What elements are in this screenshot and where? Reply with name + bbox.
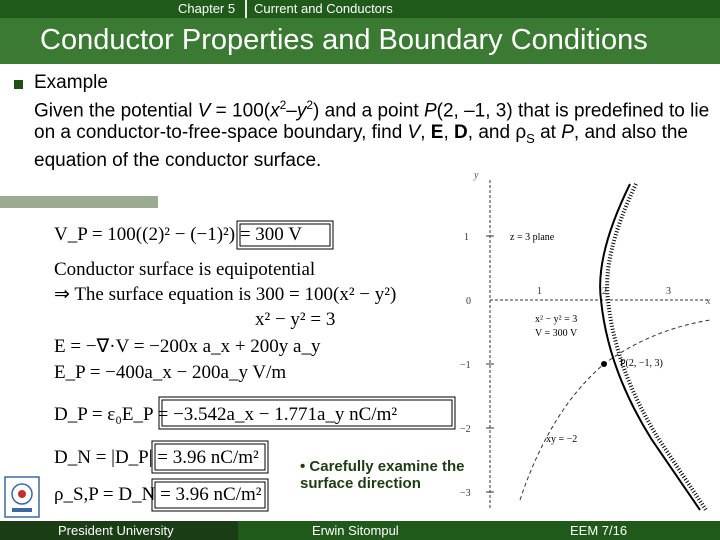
topic-label: Current and Conductors	[254, 1, 393, 16]
eq-surface2: x² − y² = 3	[255, 309, 336, 330]
footer-right: EEM 7/16	[570, 523, 628, 538]
y-tick-0: 0	[466, 296, 471, 307]
curve1-label: x² − y² = 3	[535, 314, 578, 325]
y-axis-label: y	[474, 170, 479, 181]
bullet-square-icon	[14, 80, 23, 89]
slide-title: Conductor Properties and Boundary Conditions	[40, 24, 648, 56]
y-tick-1: 1	[464, 232, 469, 243]
eq-e: E = −∇·V = −200x a_x + 200y a_y	[54, 336, 321, 357]
y-tick-m3: −3	[460, 488, 471, 499]
eq-rho: ρ_S,P = D_N = 3.96 nC/m²	[54, 484, 262, 505]
university-logo	[4, 476, 40, 518]
eq-vp: V_P = 100((2)² − (−1)²) = 300 V	[54, 224, 302, 245]
eq-ep: E_P = −400a_x − 200a_y V/m	[54, 362, 287, 383]
eq-dn: D_N = |D_P| = 3.96 nC/m²	[54, 447, 259, 468]
curve2-label: xy = −2	[546, 434, 578, 445]
example-label: Example	[34, 72, 108, 93]
point-label: P(2, −1, 3)	[620, 358, 663, 369]
chapter-label: Chapter 5	[178, 1, 236, 16]
accent-bar	[0, 196, 158, 208]
y-tick-m2: −2	[460, 424, 471, 435]
x-axis-label: x	[706, 296, 711, 307]
header-separator	[245, 0, 247, 18]
eq-surface-text: Conductor surface is equipotential	[54, 259, 316, 280]
footer-left: President University	[58, 523, 174, 538]
x-tick-3: 3	[666, 286, 671, 297]
footer-center: Erwin Sitompul	[312, 523, 399, 538]
curve1b-label: V = 300 V	[535, 328, 578, 339]
problem-statement: Given the potential $V = 100(x^2-y^2)$ and a point P(2, –1, 3) that is predefined to lie on a conductor-to-free-space boundary, find V, E, D, and $\rho_S$ at P, and also the equation of the conductor surface.	[34, 98, 710, 172]
x-tick-1: 1	[537, 286, 542, 297]
note-text: • Carefully examine the surface direction	[300, 458, 465, 492]
eq-surface: ⇒ The surface equation is 300 = 100(x² − y²)	[54, 284, 397, 305]
eq-dp: D_P = ε₀E_P = −3.542a_x − 1.771a_y nC/m²	[54, 404, 398, 425]
x-tick-2: 2	[602, 286, 607, 297]
y-tick-m1: −1	[460, 360, 471, 371]
plane-label: z = 3 plane	[510, 232, 555, 243]
conductor-figure	[460, 170, 720, 520]
